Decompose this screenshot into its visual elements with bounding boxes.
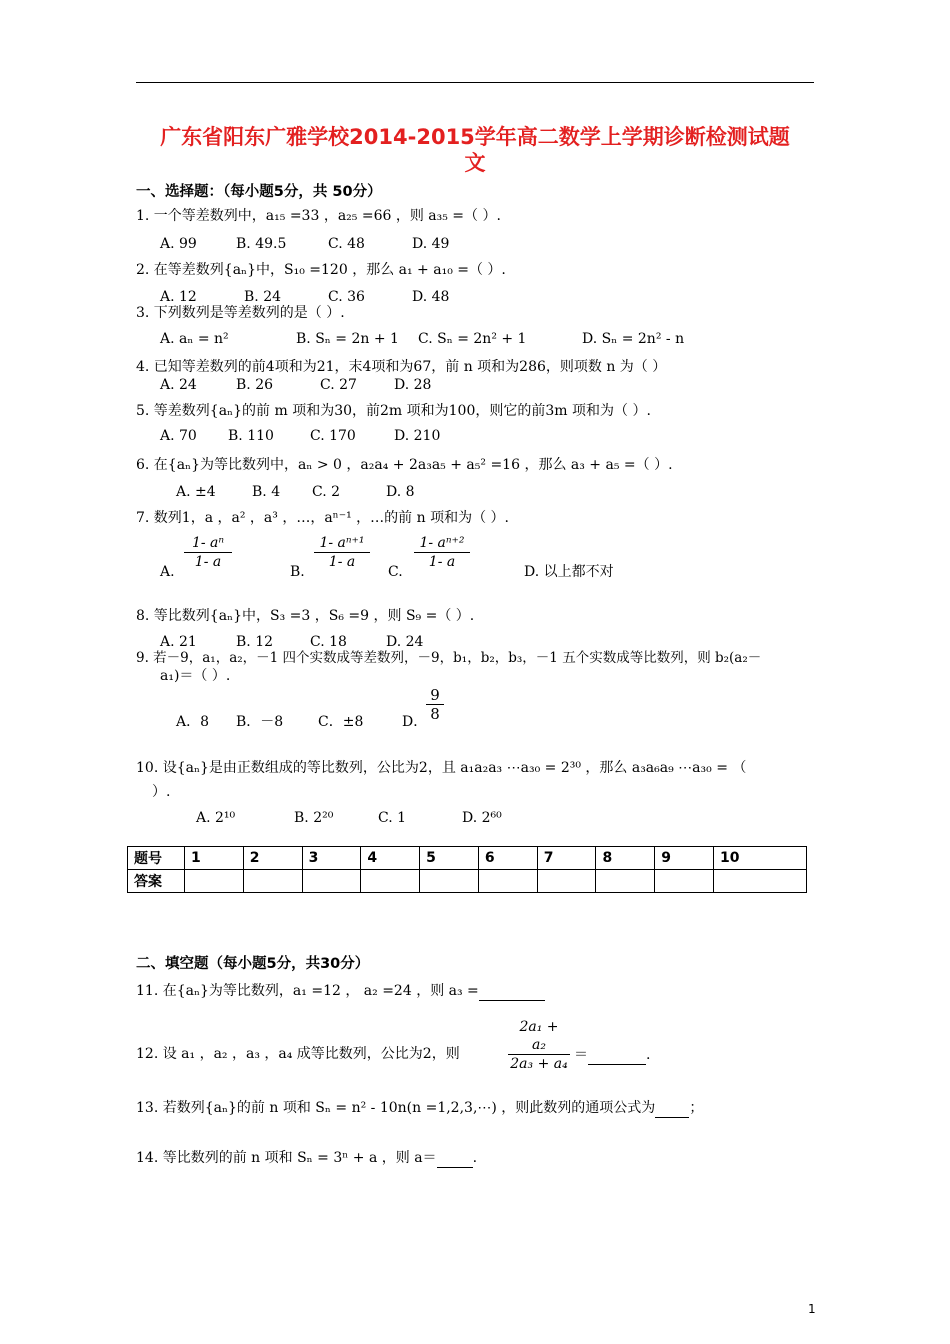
- q13-text: 13. 若数列{aₙ}的前 n 项和 Sₙ = n² - 10n(n =1,2,3,⋯) ，则此数列的通项公式为: [136, 1100, 656, 1116]
- q8-option-d: D. 24: [386, 634, 424, 650]
- q2-option-d: D. 48: [412, 289, 450, 305]
- q9-option-b: B．－8: [236, 714, 284, 730]
- title-line-2: 文: [464, 151, 486, 175]
- question-9-line-2: a₁)＝（ ）.: [160, 668, 231, 684]
- q10-option-d: D. 2⁶⁰: [462, 810, 502, 826]
- table-cell-number: 7: [537, 847, 596, 870]
- q7-fraction-a: [184, 534, 232, 571]
- q10-option-b: B. 2²⁰: [294, 810, 334, 826]
- table-cell-number: 10: [714, 847, 807, 870]
- table-cell-number: 4: [361, 847, 420, 870]
- q2-option-b: B. 24: [244, 289, 282, 305]
- q4-option-c: C. 27: [320, 377, 357, 393]
- question-8: 8. 等比数列{aₙ}中，S₃ =3 ，S₆ =9 ，则 S₉ =（ ）.: [136, 608, 475, 624]
- q5-option-d: D. 210: [394, 428, 441, 444]
- q7-frac-a-denominator: 1- a: [194, 554, 222, 570]
- q8-option-c: C. 18: [310, 634, 347, 650]
- q12-frac-numerator: 2a₁ + a₂: [508, 1018, 570, 1055]
- answer-cell[interactable]: [420, 870, 479, 893]
- table-cell-number: 6: [478, 847, 537, 870]
- q7-option-b: B.: [290, 564, 305, 580]
- q7-frac-b-numerator: 1- aⁿ⁺¹: [314, 534, 370, 553]
- q1-option-a: A. 99: [160, 236, 197, 252]
- q10-option-c: C. 1: [378, 810, 407, 826]
- q4-option-a: A. 24: [160, 377, 197, 393]
- q9-option-a: A．8: [176, 714, 210, 730]
- q12-answer: ＝ .: [574, 1044, 650, 1065]
- question-2: 2. 在等差数列{aₙ}中，S₁₀ =120 ，那么 a₁ + a₁₀ =（ ）.: [136, 262, 506, 278]
- q14-tail: .: [472, 1150, 478, 1166]
- question-9-line-1: 9. 若－9，a₁，a₂，－1 四个实数成等差数列，－9，b₁，b₂，b₃，－1 五个实数成等比数列，则 b₂(a₂－: [136, 650, 762, 666]
- q6-option-d: D. 8: [386, 484, 415, 500]
- answer-cell[interactable]: [714, 870, 807, 893]
- table-cell-number: 8: [596, 847, 655, 870]
- header-rule: [136, 82, 814, 83]
- q7-frac-b-denominator: 1- a: [328, 554, 356, 570]
- q9-frac-denominator: 8: [430, 705, 440, 723]
- q1-option-c: C. 48: [328, 236, 365, 252]
- q14-text: 14. 等比数列的前 n 项和 Sₙ = 3ⁿ + a ，则 a＝: [136, 1150, 437, 1166]
- q9-option-c: C．±8: [318, 714, 364, 730]
- q8-option-b: B. 12: [236, 634, 274, 650]
- table-label-answer: 答案: [128, 870, 185, 893]
- q9-option-d: D．: [402, 714, 428, 730]
- q9-fraction-d: [426, 686, 444, 723]
- q7-frac-a-numerator: 1- aⁿ: [184, 534, 232, 553]
- q4-option-d: D. 28: [394, 377, 432, 393]
- question-6: 6. 在{aₙ}为等比数列中，aₙ > 0 ，a₂a₄ + 2a₃a₅ + a₅² =16 ，那么 a₃ + a₅ =（ ）.: [136, 457, 673, 473]
- question-11: [136, 980, 545, 1001]
- table-cell-number: 9: [655, 847, 714, 870]
- q6-option-a: A. ±4: [176, 484, 216, 500]
- q3-option-c: C. Sₙ = 2n² + 1: [418, 331, 527, 347]
- q14-answer-blank[interactable]: [437, 1147, 473, 1168]
- q7-frac-c-numerator: 1- aⁿ⁺²: [414, 534, 470, 553]
- answer-cell[interactable]: [361, 870, 420, 893]
- q7-option-a: A.: [160, 564, 175, 580]
- answer-cell[interactable]: [185, 870, 244, 893]
- question-10: 10. 设{aₙ}是由正数组成的等比数列，公比为2，且 a₁a₂a₃ ⋯a₃₀ = 2³⁰ ，那么 a₃a₆a₉ ⋯a₃₀ = （: [136, 760, 747, 776]
- q5-option-a: A. 70: [160, 428, 197, 444]
- q5-option-b: B. 110: [228, 428, 274, 444]
- q12-answer-blank[interactable]: [588, 1044, 646, 1065]
- q12-frac-denominator: 2a₃ + a₄: [510, 1056, 568, 1072]
- question-5: 5. 等差数列{aₙ}的前 m 项和为30，前2m 项和为100，则它的前3m 项和为（ ）.: [136, 403, 651, 419]
- q6-option-c: C. 2: [312, 484, 341, 500]
- answer-cell[interactable]: [655, 870, 714, 893]
- q8-option-a: A. 21: [160, 634, 197, 650]
- q3-option-d: D. Sₙ = 2n² - n: [582, 331, 685, 347]
- table-cell-number: 3: [302, 847, 361, 870]
- q7-fraction-b: [314, 534, 370, 571]
- q5-option-c: C. 170: [310, 428, 356, 444]
- q11-text: 11. 在{aₙ}为等比数列，a₁ =12 ， a₂ =24 ，则 a₃ =: [136, 983, 479, 999]
- q1-option-d: D. 49: [412, 236, 450, 252]
- section-1-heading: 一、选择题：（每小题5分，共 50分）: [136, 184, 382, 200]
- answer-cell[interactable]: [537, 870, 596, 893]
- table-cell-number: 2: [243, 847, 302, 870]
- table-cell-number: 5: [420, 847, 479, 870]
- question-7: 7. 数列1，a ，a² ，a³ ，…，aⁿ⁻¹ ，…的前 n 项和为（ ）.: [136, 510, 510, 526]
- q3-option-a: A. aₙ = n²: [160, 331, 229, 347]
- q7-option-c: C.: [388, 564, 403, 580]
- answer-table: [127, 846, 807, 893]
- answer-cell[interactable]: [243, 870, 302, 893]
- q7-frac-c-denominator: 1- a: [428, 554, 456, 570]
- q6-option-b: B. 4: [252, 484, 281, 500]
- exam-title: [136, 124, 814, 176]
- q10-option-a: A. 2¹⁰: [196, 810, 236, 826]
- question-13: [136, 1097, 703, 1118]
- q12-fraction: [508, 1018, 570, 1073]
- answer-cell[interactable]: [478, 870, 537, 893]
- q13-tail: ；: [689, 1100, 704, 1116]
- q1-option-b: B. 49.5: [236, 236, 287, 252]
- answer-cell[interactable]: [302, 870, 361, 893]
- q7-option-d: D. 以上都不对: [524, 564, 614, 580]
- table-row-numbers: [128, 847, 807, 870]
- q7-fraction-c: [414, 534, 470, 571]
- q11-answer-blank[interactable]: [479, 980, 545, 1001]
- table-label-number: 题号: [128, 847, 185, 870]
- q9-frac-numerator: 9: [426, 686, 444, 705]
- question-12: 12. 设 a₁ ，a₂ ，a₃ ，a₄ 成等比数列，公比为2，则: [136, 1046, 460, 1062]
- section-2-heading: 二、填空题（每小题5分，共30分）: [136, 956, 370, 972]
- q12-equals: ＝: [574, 1047, 588, 1063]
- q13-answer-blank[interactable]: [655, 1097, 689, 1118]
- q2-option-c: C. 36: [328, 289, 365, 305]
- question-1: 1. 一个等差数列中，a₁₅ =33 ，a₂₅ =66 ，则 a₃₅ =（ ）.: [136, 208, 501, 224]
- table-row-answers: [128, 870, 807, 893]
- answer-cell[interactable]: [596, 870, 655, 893]
- page-number: 1: [808, 1302, 816, 1316]
- question-3: 3. 下列数列是等差数列的是（ ）.: [136, 305, 345, 321]
- q3-option-b: B. Sₙ = 2n + 1: [296, 331, 399, 347]
- q4-option-b: B. 26: [236, 377, 274, 393]
- table-cell-number: 1: [185, 847, 244, 870]
- question-10-close: ）.: [152, 784, 171, 800]
- question-14: [136, 1147, 477, 1168]
- q2-option-a: A. 12: [160, 289, 197, 305]
- title-line-1: 广东省阳东广雅学校2014-2015学年高二数学上学期诊断检测试题: [160, 125, 790, 149]
- question-4: 4. 已知等差数列的前4项和为21，末4项和为67，前 n 项和为286，则项数 n 为（ ）: [136, 359, 667, 375]
